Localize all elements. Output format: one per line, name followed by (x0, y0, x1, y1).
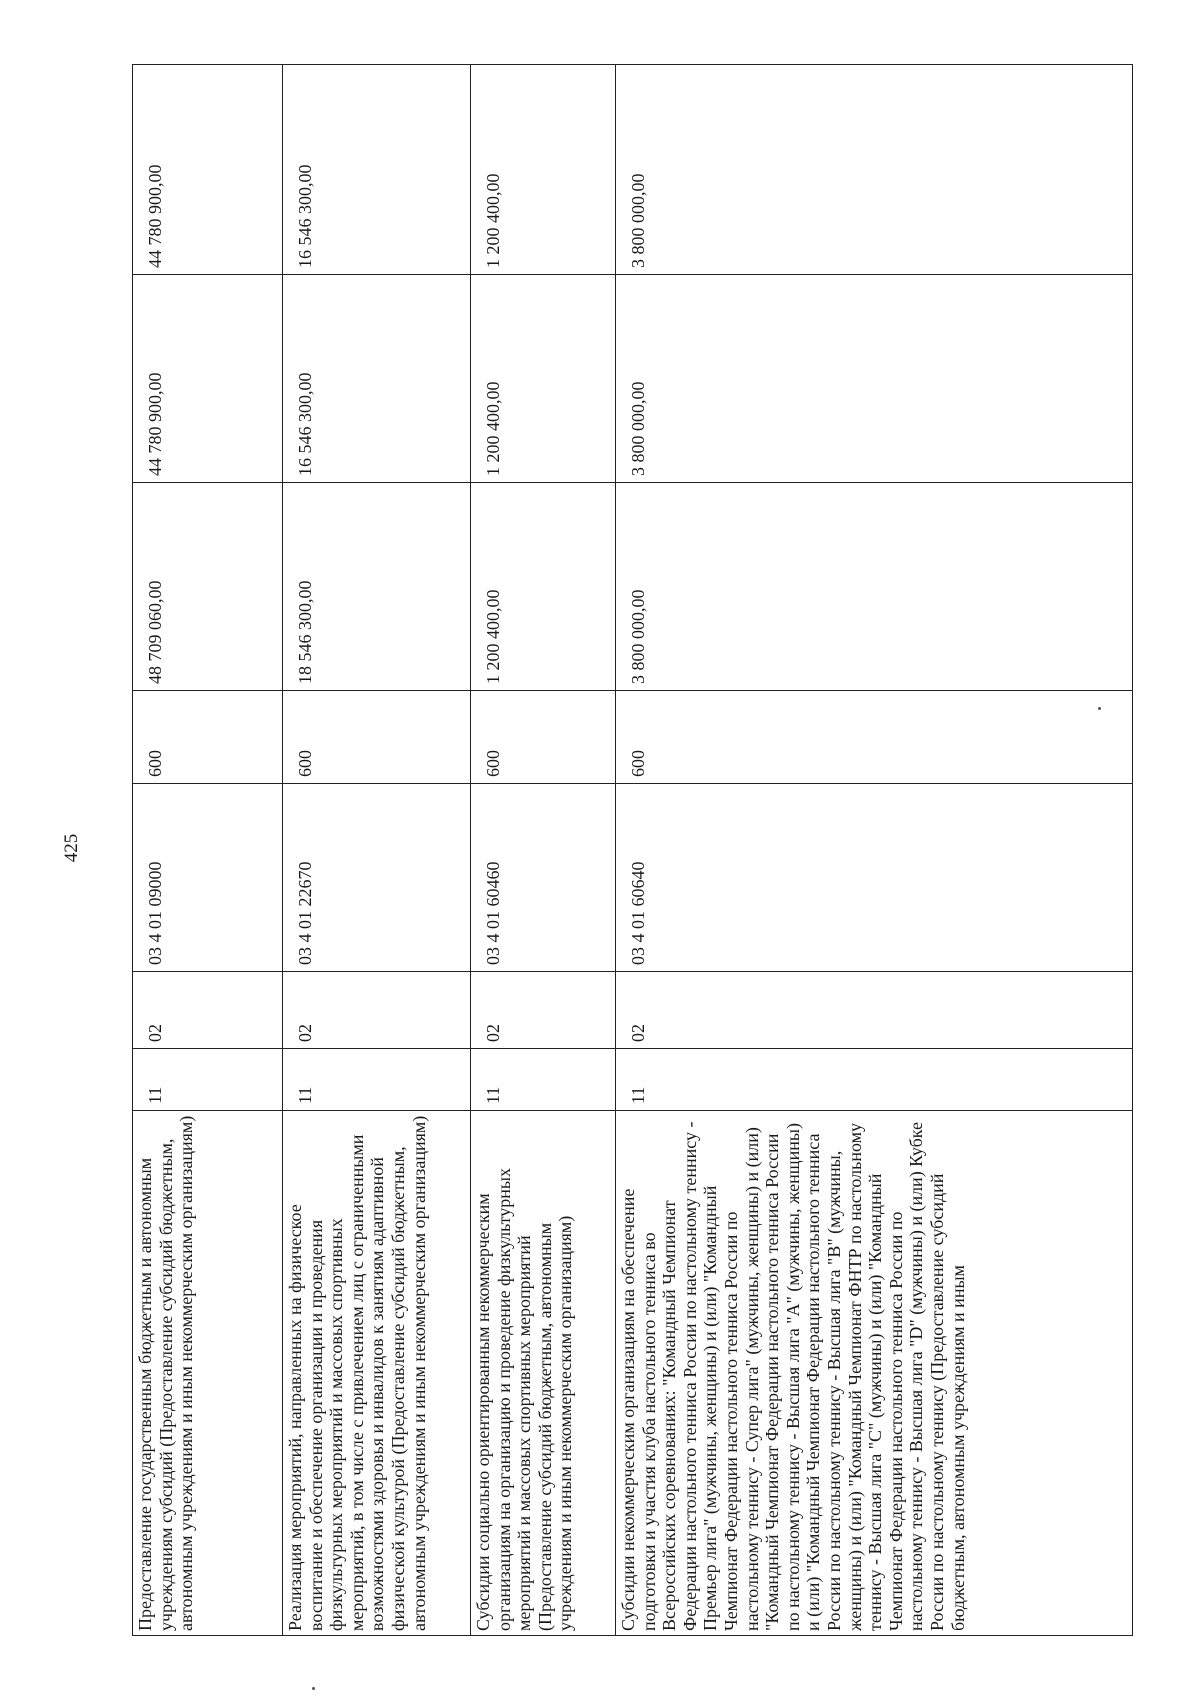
row-amount-1: 48 709 060,00 (133, 483, 283, 691)
row-target-code: 03 4 01 09000 (133, 784, 283, 972)
row-subsection: 02 (616, 972, 1133, 1049)
row-description: Реализация мероприятий, направленных на физическое воспитание и обеспечение организации и проведения физкультурных мероприятий и массовых спортивных мероприятий, в том числе с привлечением лиц с ограниченными возможностями здоровья и инвалидов к занятиям адаптивной физической культурой (Предоставление субсидий бюджетным, автономным учреждениям и иным некоммерческим организациям) (283, 1111, 471, 1636)
table-row (133, 65, 283, 1636)
page-number: 425 (61, 833, 82, 863)
row-target-code: 03 4 01 22670 (283, 784, 471, 972)
row-amount-3: 44 780 900,00 (133, 65, 283, 275)
row-section: 11 (133, 1049, 283, 1111)
row-amount-2: 3 800 000,00 (616, 275, 1133, 483)
row-section: 11 (616, 1049, 1133, 1111)
row-subsection: 02 (471, 972, 616, 1049)
row-expense-type: 600 (133, 691, 283, 784)
row-amount-3: 3 800 000,00 (616, 65, 1133, 275)
row-amount-1: 3 800 000,00 (616, 483, 1133, 691)
row-target-code: 03 4 01 60460 (471, 784, 616, 972)
scan-speck (1098, 707, 1101, 710)
row-amount-3: 16 546 300,00 (283, 65, 471, 275)
table-row (616, 65, 1133, 1636)
table-row (471, 65, 616, 1636)
budget-table (132, 64, 1133, 1636)
row-expense-type: 600 (616, 691, 1133, 784)
row-subsection: 02 (133, 972, 283, 1049)
row-amount-3: 1 200 400,00 (471, 65, 616, 275)
rotated-table-container (132, 65, 1137, 1636)
row-amount-2: 16 546 300,00 (283, 275, 471, 483)
row-expense-type: 600 (283, 691, 471, 784)
row-amount-1: 18 546 300,00 (283, 483, 471, 691)
row-amount-2: 1 200 400,00 (471, 275, 616, 483)
row-amount-1: 1 200 400,00 (471, 483, 616, 691)
row-subsection: 02 (283, 972, 471, 1049)
row-section: 11 (471, 1049, 616, 1111)
scan-speck (312, 1687, 315, 1690)
row-description: Субсидии социально ориентированным некоммерческим организациям на организацию и проведение физкультурных мероприятий и массовых спортивных мероприятий (Предоставление субсидий бюджетным, автономным учреждениям и иным некоммерческим организациям) (471, 1111, 616, 1636)
table-row (283, 65, 471, 1636)
row-section: 11 (283, 1049, 471, 1111)
row-description: Субсидии некоммерческим организациям на обеспечение подготовки и участия клуба настольного тенниса во Всероссийских соревнованиях: "Командный Чемпионат Федерации настольного тенниса России по настольному теннису - Премьер лига" (мужчины, женщины) и (или) "Командный Чемпионат Федерации настольного тенниса России по настольному теннису - Супер лига" (мужчины, женщины) и (или) "Командный Чемпионат Федерации настольного тенниса России по настольному теннису - Высшая лига "А" (мужчины, женщины) и (или) "Командный Чемпионат Федерации настольного тенниса России по настольному теннису - Высшая лига "В" (мужчины, женщины) и (или) "Командный Чемпионат ФНТР по настольному теннису - Высшая лига "С" (мужчины) и (или) "Командный Чемпионат Федерации настольного тенниса России по настольному теннису - Высшая лига "D" (мужчины) и (или) Кубке России по настольному теннису (Предоставление субсидий бюджетным, автономным учреждениям и иным (616, 1111, 1133, 1636)
row-expense-type: 600 (471, 691, 616, 784)
row-amount-2: 44 780 900,00 (133, 275, 283, 483)
row-description: Предоставление государственным бюджетным и автономным учреждениям субсидий (Предоставление субсидий бюджетным, автономным учреждениям и иным некоммерческим организациям) (133, 1111, 283, 1636)
row-target-code: 03 4 01 60640 (616, 784, 1133, 972)
